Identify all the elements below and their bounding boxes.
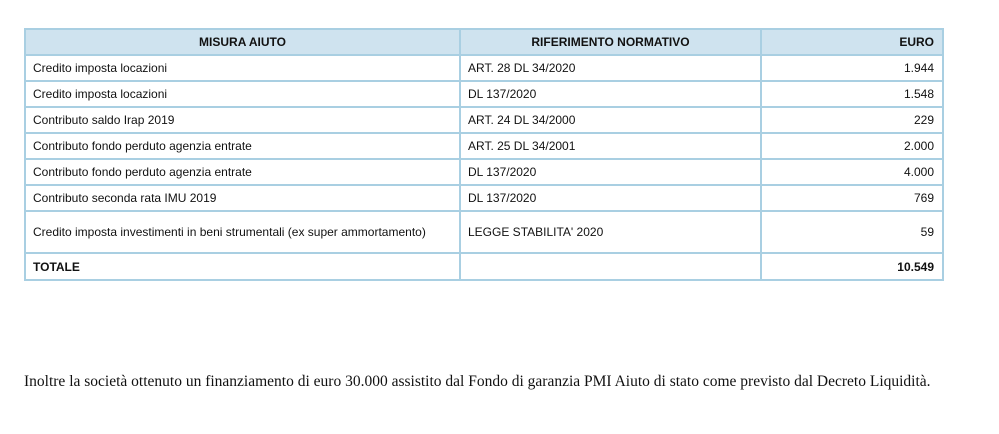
total-reference: [460, 253, 761, 280]
table-row: [25, 185, 943, 211]
cell-reference: DL 137/2020: [460, 81, 761, 107]
cell-euro: 229: [761, 107, 943, 133]
cell-measure: Contributo fondo perduto agenzia entrate: [25, 159, 460, 185]
table-row: [25, 55, 943, 81]
cell-measure: Credito imposta locazioni: [25, 81, 460, 107]
cell-euro: 59: [761, 211, 943, 253]
aid-measures-table: [24, 28, 944, 281]
cell-reference: DL 137/2020: [460, 159, 761, 185]
table-row: [25, 81, 943, 107]
financing-note: Inoltre la società ottenuto un finanziamento di euro 30.000 assistito dal Fondo di garanzia PMI Aiuto di stato come previsto dal Decreto Liquidità.: [24, 373, 931, 390]
column-header-measure: MISURA AIUTO: [25, 29, 460, 55]
cell-measure: Contributo seconda rata IMU 2019: [25, 185, 460, 211]
cell-reference: LEGGE STABILITA' 2020: [460, 211, 761, 253]
cell-euro: 769: [761, 185, 943, 211]
total-euro: 10.549: [761, 253, 943, 280]
table-row: [25, 133, 943, 159]
cell-euro: 2.000: [761, 133, 943, 159]
cell-euro: 4.000: [761, 159, 943, 185]
column-header-euro: EURO: [761, 29, 943, 55]
table-row: [25, 107, 943, 133]
cell-reference: ART. 24 DL 34/2000: [460, 107, 761, 133]
cell-measure: Credito imposta locazioni: [25, 55, 460, 81]
table-row: [25, 159, 943, 185]
cell-measure: Contributo fondo perduto agenzia entrate: [25, 133, 460, 159]
cell-euro: 1.944: [761, 55, 943, 81]
table-total-row: [25, 253, 943, 280]
cell-measure: Credito imposta investimenti in beni strumentali (ex super ammortamento): [25, 211, 460, 253]
cell-reference: ART. 25 DL 34/2001: [460, 133, 761, 159]
column-header-reference: RIFERIMENTO NORMATIVO: [460, 29, 761, 55]
table-header-row: [25, 29, 943, 55]
cell-reference: ART. 28 DL 34/2020: [460, 55, 761, 81]
total-label: TOTALE: [25, 253, 460, 280]
table-row: [25, 211, 943, 253]
cell-reference: DL 137/2020: [460, 185, 761, 211]
cell-euro: 1.548: [761, 81, 943, 107]
cell-measure: Contributo saldo Irap 2019: [25, 107, 460, 133]
